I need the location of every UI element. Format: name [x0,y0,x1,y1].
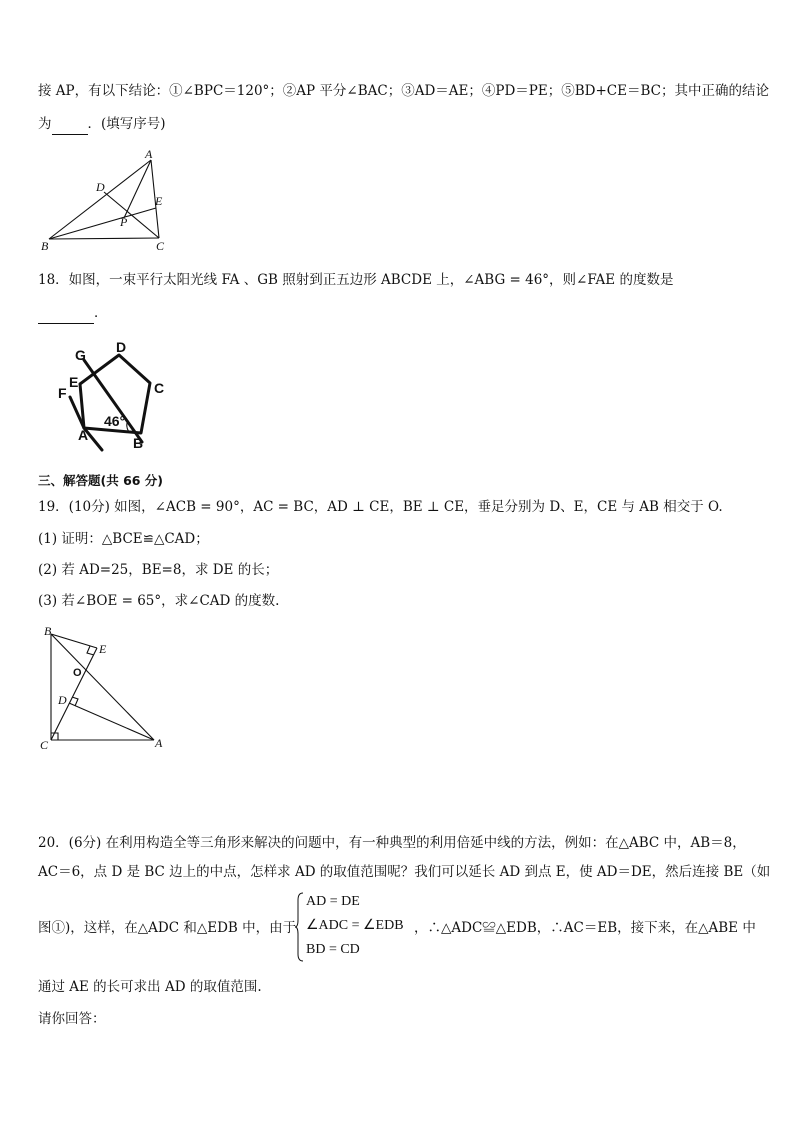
label-e: E [155,194,163,208]
equation-2: ∠ADC = ∠EDB [306,918,404,933]
label-a: A [155,736,163,750]
label-b: B [44,624,52,638]
side-bc [49,238,159,239]
q20-text-line2: AC＝6，点 D 是 BC 边上的中点，怎样求 AD 的取值范围呢？我们可以延长 AD 到点 E，使 AD＝DE，然后连接 BE（如 [38,864,771,880]
label-f: F [58,385,67,401]
label-d: D [96,180,105,194]
label-c: C [154,380,165,396]
label-c: C [156,239,165,253]
label-c: C [40,738,49,752]
q20-text-line5: 请你回答： [38,1011,106,1027]
label-d: D [116,339,127,355]
q17-text-line2 [38,114,166,135]
angle-label: 46° [104,413,126,429]
segment-be [49,208,156,239]
label-b: B [133,435,144,451]
pentagon-figure [55,338,185,456]
q17-text-line1: 接 AP，有以下结论：①∠BPC＝120°；②AP 平分∠BAC；③AD＝AE；④PD＝PE；⑤BD+CE＝BC；其中正确的结论 [38,83,769,99]
q17-line2-pre: 为 [38,116,52,132]
equation-system [306,890,404,962]
q18-answer-blank [38,303,94,324]
segment-ad [69,703,154,740]
q19-text-line1: 19．(10分) 如图，∠ACB = 90°，AC = BC，AD ⊥ CE，BE ⊥ CE，垂足分别为 D、E，CE 与 AB 相交于 O. [38,499,723,515]
equation-3: BD = CD [306,942,360,957]
section-heading: 三、解答题(共 66 分) [38,473,164,488]
side-ab [49,160,151,239]
q20-text-line1: 20．(6分) 在利用构造全等三角形来解决的问题中，有一种典型的利用倍延中线的方法，例如：在△ABC 中，AB＝8， [38,835,746,851]
segment-ap [124,160,151,218]
label-g: G [75,347,86,363]
segment-cd [104,192,159,238]
right-triangle-figure [38,622,172,752]
label-b: B [41,239,49,253]
q20-text-line4: 通过 AE 的长可求出 AD 的取值范围. [38,979,262,995]
triangle-abc-figure [38,146,178,254]
equation-1: AD = DE [306,894,360,909]
q19-part3: (3) 若∠BOE = 65°，求∠CAD 的度数. [38,593,280,609]
q18-text-line2 [38,303,108,324]
q18-text-line1: 18．如图，一束平行太阳光线 FA 、GB 照射到正五边形 ABCDE 上，∠ABG = 46°，则∠FAE 的度数是 [38,272,674,288]
label-a: A [78,427,89,443]
label-o: O [73,667,82,679]
q19-part1: (1) 证明：△BCE≌△CAD； [38,531,209,547]
label-e: E [99,642,107,656]
q17-answer-blank [52,114,88,135]
system-brace [294,892,304,962]
q19-part2: (2) 若 AD=25，BE=8，求 DE 的长； [38,562,279,578]
q20-line3-post: ，∴△ADC≌△EDB，∴AC＝EB，接下来，在△ABE 中 [414,920,756,936]
q18-line2-post: ． [94,305,108,321]
label-e: E [69,374,79,390]
q20-line3-pre: 图①)，这样，在△ADC 和△EDB 中，由于 [38,920,297,936]
right-angle-e [87,646,94,655]
q17-line2-post: ．(填写序号) [87,116,166,132]
label-p: P [120,215,128,229]
label-a: A [145,147,153,161]
label-d: D [58,693,67,707]
